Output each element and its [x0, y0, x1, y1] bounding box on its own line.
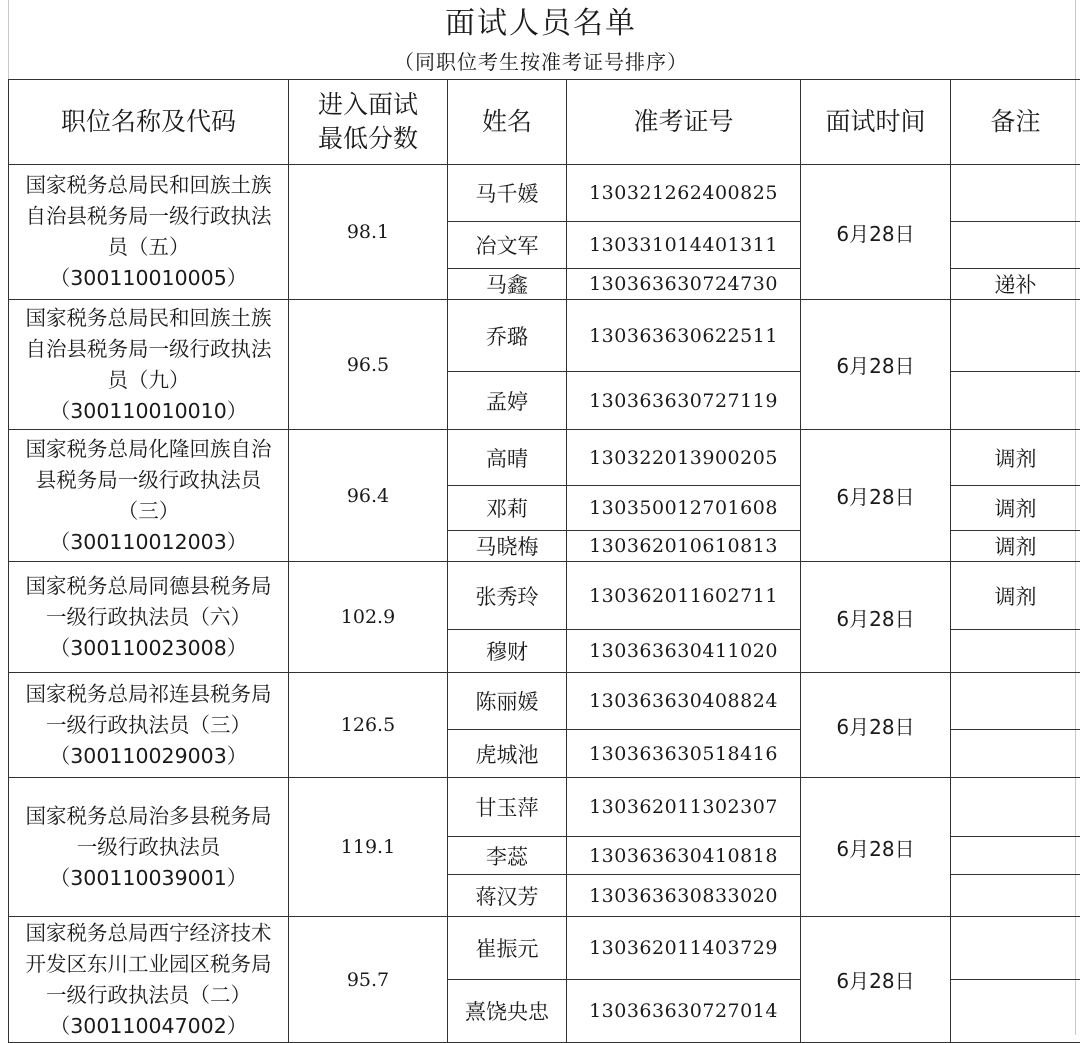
- ticket-cell[interactable]: 130331014401311: [567, 222, 801, 269]
- position-line: 国家税务总局同德县税务局: [11, 571, 286, 602]
- position-line: 员（五）: [11, 232, 286, 263]
- position-line: 员（九）: [11, 365, 286, 396]
- ticket-cell[interactable]: 130322013900205: [567, 430, 801, 486]
- name-cell[interactable]: 蒋汉芳: [448, 875, 567, 917]
- ticket-cell[interactable]: 130362011602711: [567, 562, 801, 630]
- position-line: 国家税务总局化隆回族自治: [11, 434, 286, 465]
- min-score-cell[interactable]: 102.9: [289, 562, 448, 673]
- position-line: （300110012003）: [11, 527, 286, 558]
- position-line: 一级行政执法员（六）: [11, 602, 286, 633]
- ticket-cell[interactable]: 130362010610813: [567, 531, 801, 562]
- ticket-cell[interactable]: 130321262400825: [567, 165, 801, 222]
- position-line: 开发区东川工业园区税务局: [11, 949, 286, 980]
- position-line: 国家税务总局治多县税务局: [11, 801, 286, 832]
- ticket-cell[interactable]: 130363630408824: [567, 673, 801, 730]
- remark-cell[interactable]: [951, 837, 1080, 875]
- position-line: （三）: [11, 496, 286, 527]
- position-line: （300110039001）: [11, 863, 286, 894]
- remark-cell[interactable]: [951, 300, 1080, 372]
- name-cell[interactable]: 马晓梅: [448, 531, 567, 562]
- header-name[interactable]: 姓名: [448, 80, 567, 165]
- position-cell[interactable]: [9, 778, 289, 917]
- table-row: [9, 778, 1080, 837]
- ticket-cell[interactable]: 130362011302307: [567, 778, 801, 837]
- name-cell[interactable]: 高晴: [448, 430, 567, 486]
- name-cell[interactable]: 乔璐: [448, 300, 567, 372]
- min-score-cell[interactable]: 96.5: [289, 300, 448, 430]
- name-cell[interactable]: 孟婷: [448, 372, 567, 430]
- remark-cell[interactable]: 调剂: [951, 430, 1080, 486]
- position-cell[interactable]: [9, 917, 289, 1043]
- header-remark[interactable]: 备注: [951, 80, 1080, 165]
- ticket-cell[interactable]: 130350012701608: [567, 486, 801, 531]
- name-cell[interactable]: 邓莉: [448, 486, 567, 531]
- interview-date-cell[interactable]: 6月28日: [801, 165, 951, 300]
- interview-date-cell[interactable]: 6月28日: [801, 917, 951, 1043]
- header-min-score-line2: 最低分数: [289, 122, 447, 156]
- remark-cell[interactable]: [951, 673, 1080, 730]
- position-cell[interactable]: [9, 165, 289, 300]
- interview-date-cell[interactable]: 6月28日: [801, 562, 951, 673]
- interview-table: [8, 79, 1080, 1043]
- position-line: 国家税务总局祁连县税务局: [11, 679, 286, 710]
- position-line: （300110010005）: [11, 263, 286, 294]
- min-score-cell[interactable]: 119.1: [289, 778, 448, 917]
- remark-cell[interactable]: [951, 165, 1080, 222]
- position-line: （300110023008）: [11, 633, 286, 664]
- interview-date-cell[interactable]: 6月28日: [801, 778, 951, 917]
- page-title: 面试人员名单: [8, 2, 1074, 46]
- position-line: 国家税务总局民和回族土族: [11, 170, 286, 201]
- min-score-cell[interactable]: 95.7: [289, 917, 448, 1043]
- position-line: （300110029003）: [11, 741, 286, 772]
- ticket-cell[interactable]: 130363630833020: [567, 875, 801, 917]
- position-cell[interactable]: [9, 300, 289, 430]
- table-row: [9, 917, 1080, 980]
- name-cell[interactable]: 崔振元: [448, 917, 567, 980]
- min-score-cell[interactable]: 96.4: [289, 430, 448, 562]
- ticket-cell[interactable]: 130362011403729: [567, 917, 801, 980]
- name-cell[interactable]: 陈丽媛: [448, 673, 567, 730]
- remark-cell[interactable]: 递补: [951, 269, 1080, 300]
- ticket-cell[interactable]: 130363630727119: [567, 372, 801, 430]
- remark-cell[interactable]: [951, 875, 1080, 917]
- table-row: [9, 673, 1080, 730]
- ticket-cell[interactable]: 130363630518416: [567, 730, 801, 778]
- position-cell[interactable]: [9, 562, 289, 673]
- table-row: [9, 300, 1080, 372]
- interview-date-cell[interactable]: 6月28日: [801, 430, 951, 562]
- position-line: 自治县税务局一级行政执法: [11, 201, 286, 232]
- remark-cell[interactable]: 调剂: [951, 531, 1080, 562]
- position-line: （300110047002）: [11, 1011, 286, 1042]
- header-row: [9, 80, 1080, 165]
- table-body: [9, 165, 1080, 1043]
- table-row: [9, 165, 1080, 222]
- page-subtitle: （同职位考生按准考证号排序）: [8, 47, 1074, 77]
- name-cell[interactable]: 穆财: [448, 630, 567, 673]
- interview-date-cell[interactable]: 6月28日: [801, 673, 951, 778]
- position-line: 一级行政执法员（三）: [11, 710, 286, 741]
- header-position[interactable]: 职位名称及代码: [9, 80, 289, 165]
- remark-cell[interactable]: [951, 917, 1080, 980]
- position-line: 一级行政执法员: [11, 832, 286, 863]
- position-line: 县税务局一级行政执法员: [11, 465, 286, 496]
- table-row: [9, 430, 1080, 486]
- table-row: [9, 562, 1080, 630]
- remark-cell[interactable]: 调剂: [951, 562, 1080, 630]
- position-line: 国家税务总局西宁经济技术: [11, 918, 286, 949]
- header-time[interactable]: 面试时间: [801, 80, 951, 165]
- remark-cell[interactable]: [951, 222, 1080, 269]
- ticket-cell[interactable]: 130363630411020: [567, 630, 801, 673]
- position-line: 一级行政执法员（二）: [11, 980, 286, 1011]
- position-line: （300110010010）: [11, 396, 286, 427]
- name-cell[interactable]: 虎城池: [448, 730, 567, 778]
- ticket-cell[interactable]: 130363630727014: [567, 980, 801, 1043]
- name-cell[interactable]: 甘玉萍: [448, 778, 567, 837]
- name-cell[interactable]: 冶文军: [448, 222, 567, 269]
- header-min-score-line1: 进入面试: [289, 88, 447, 122]
- position-cell[interactable]: [9, 430, 289, 562]
- remark-cell[interactable]: [951, 980, 1080, 1043]
- position-line: 国家税务总局民和回族土族: [11, 303, 286, 334]
- position-line: 自治县税务局一级行政执法: [11, 334, 286, 365]
- remark-cell[interactable]: [951, 372, 1080, 430]
- ticket-cell[interactable]: 130363630622511: [567, 300, 801, 372]
- name-cell[interactable]: 李蕊: [448, 837, 567, 875]
- name-cell[interactable]: 马千媛: [448, 165, 567, 222]
- header-min-score[interactable]: [289, 80, 448, 165]
- remark-cell[interactable]: [951, 778, 1080, 837]
- interview-date-cell[interactable]: 6月28日: [801, 300, 951, 430]
- remark-cell[interactable]: 调剂: [951, 486, 1080, 531]
- name-cell[interactable]: 熹饶央忠: [448, 980, 567, 1043]
- min-score-cell[interactable]: 126.5: [289, 673, 448, 778]
- name-cell[interactable]: 马鑫: [448, 269, 567, 300]
- remark-cell[interactable]: [951, 730, 1080, 778]
- remark-cell[interactable]: [951, 630, 1080, 673]
- position-cell[interactable]: [9, 673, 289, 778]
- min-score-cell[interactable]: 98.1: [289, 165, 448, 300]
- ticket-cell[interactable]: 130363630410818: [567, 837, 801, 875]
- name-cell[interactable]: 张秀玲: [448, 562, 567, 630]
- ticket-cell[interactable]: 130363630724730: [567, 269, 801, 300]
- header-ticket[interactable]: 准考证号: [567, 80, 801, 165]
